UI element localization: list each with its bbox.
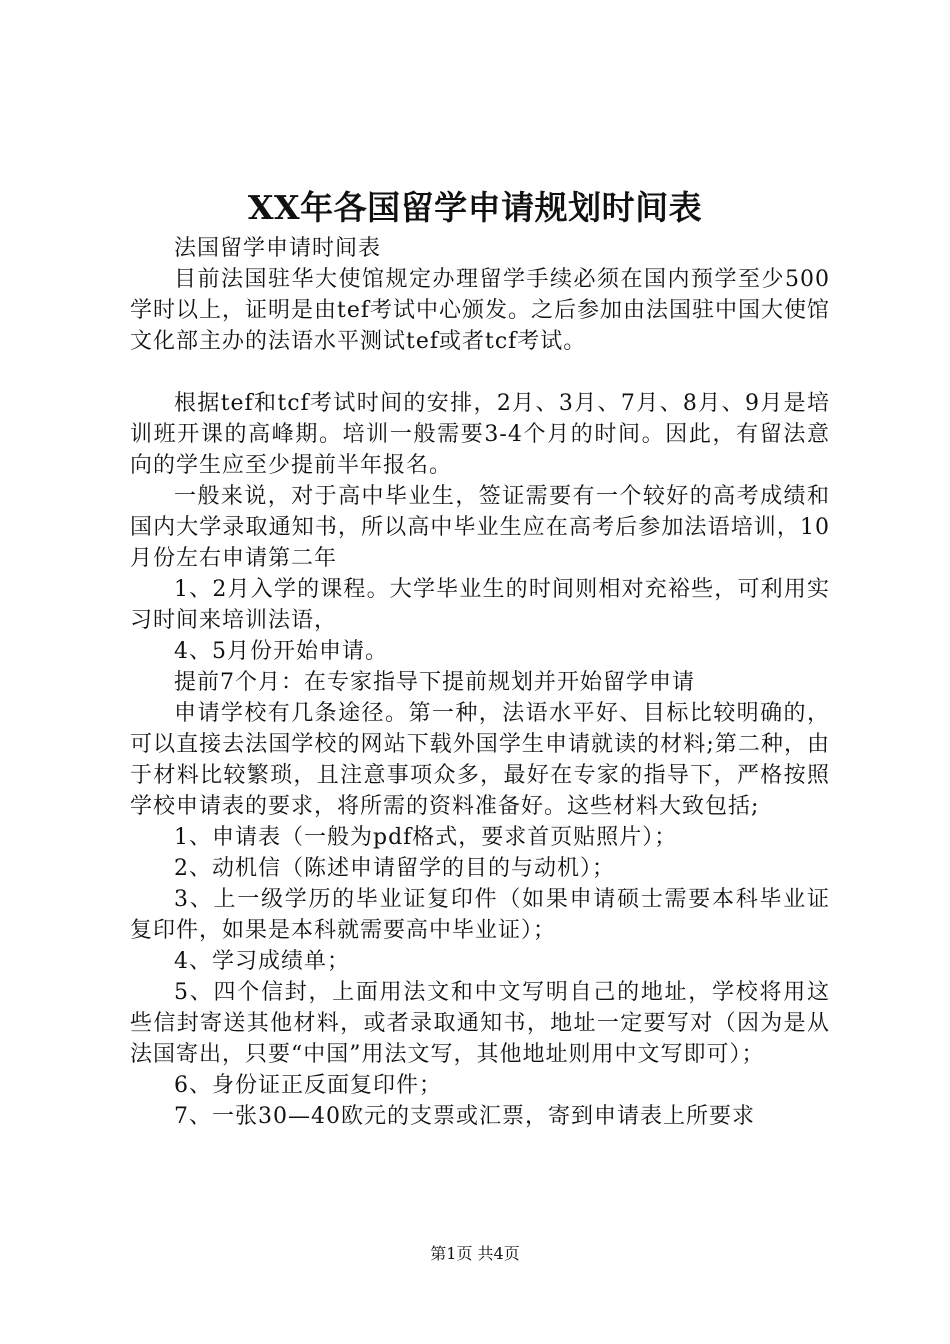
paragraph-application-routes: 申请学校有几条途径。第一种，法语水平好、目标比较明确的，可以直接去法国学校的网站下载外国学生申请就读的材料;第二种，由于材料比较繁琐，且注意事项众多，最好在专家的指导下，严格按照学校申请表的要求，将所需的资料准备好。这些材料大致包括; (130, 701, 830, 819)
paragraph-university: 1、2月入学的课程。大学毕业生的时间则相对充裕些，可利用实习时间来培训法语， (130, 577, 830, 633)
paragraph-exam-schedule: 根据tef和tcf考试时间的安排，2月、3月、7月、8月、9月是培训班开课的高峰期。培训一般需要3-4个月的时间。因此，有留法意向的学生应至少提前半年报名。 (130, 391, 830, 478)
paragraph-intro: 目前法国驻华大使馆规定办理留学手续必须在国内预学至少500学时以上，证明是由tef考试中心颁发。之后参加由法国驻中国大使馆文化部主办的法语水平测试tef或者tcf考试。 (130, 267, 831, 354)
list-item: 4、学习成绩单； (174, 949, 350, 974)
paragraph-apply-time: 4、5月份开始申请。 (174, 639, 388, 664)
document-body (130, 233, 830, 1132)
list-item: 2、动机信（陈述申请留学的目的与动机）； (174, 856, 615, 881)
list-item: 5、四个信封，上面用法文和中文写明自己的地址，学校将用这些信封寄送其他材料，或者录取通知书，地址一定要写对（因为是从法国寄出，只要“中国”用法文写，其他地址则用中文写即可）； (130, 980, 830, 1067)
list-item: 1、申请表（一般为pdf格式，要求首页贴照片）； (174, 825, 678, 850)
page-title: XX年各国留学申请规划时间表 (247, 188, 703, 227)
list-item: 3、上一级学历的毕业证复印件（如果申请硕士需要本科毕业证复印件，如果是本科就需要高中毕业证）； (130, 887, 830, 943)
list-item: 7、一张30—40欧元的支票或汇票，寄到申请表上所要求 (174, 1104, 755, 1129)
paragraph-heading-france: 法国留学申请时间表 (174, 236, 382, 261)
paragraph-seven-months: 提前7个月：在专家指导下提前规划并开始留学申请 (174, 670, 695, 695)
list-item: 6、身份证正反面复印件； (174, 1073, 442, 1098)
paragraph-high-school: 一般来说，对于高中毕业生，签证需要有一个较好的高考成绩和国内大学录取通知书，所以高中毕业生应在高考后参加法语培训，10月份左右申请第二年 (130, 484, 830, 571)
page-number: 第1页 共4页 (430, 1244, 520, 1263)
